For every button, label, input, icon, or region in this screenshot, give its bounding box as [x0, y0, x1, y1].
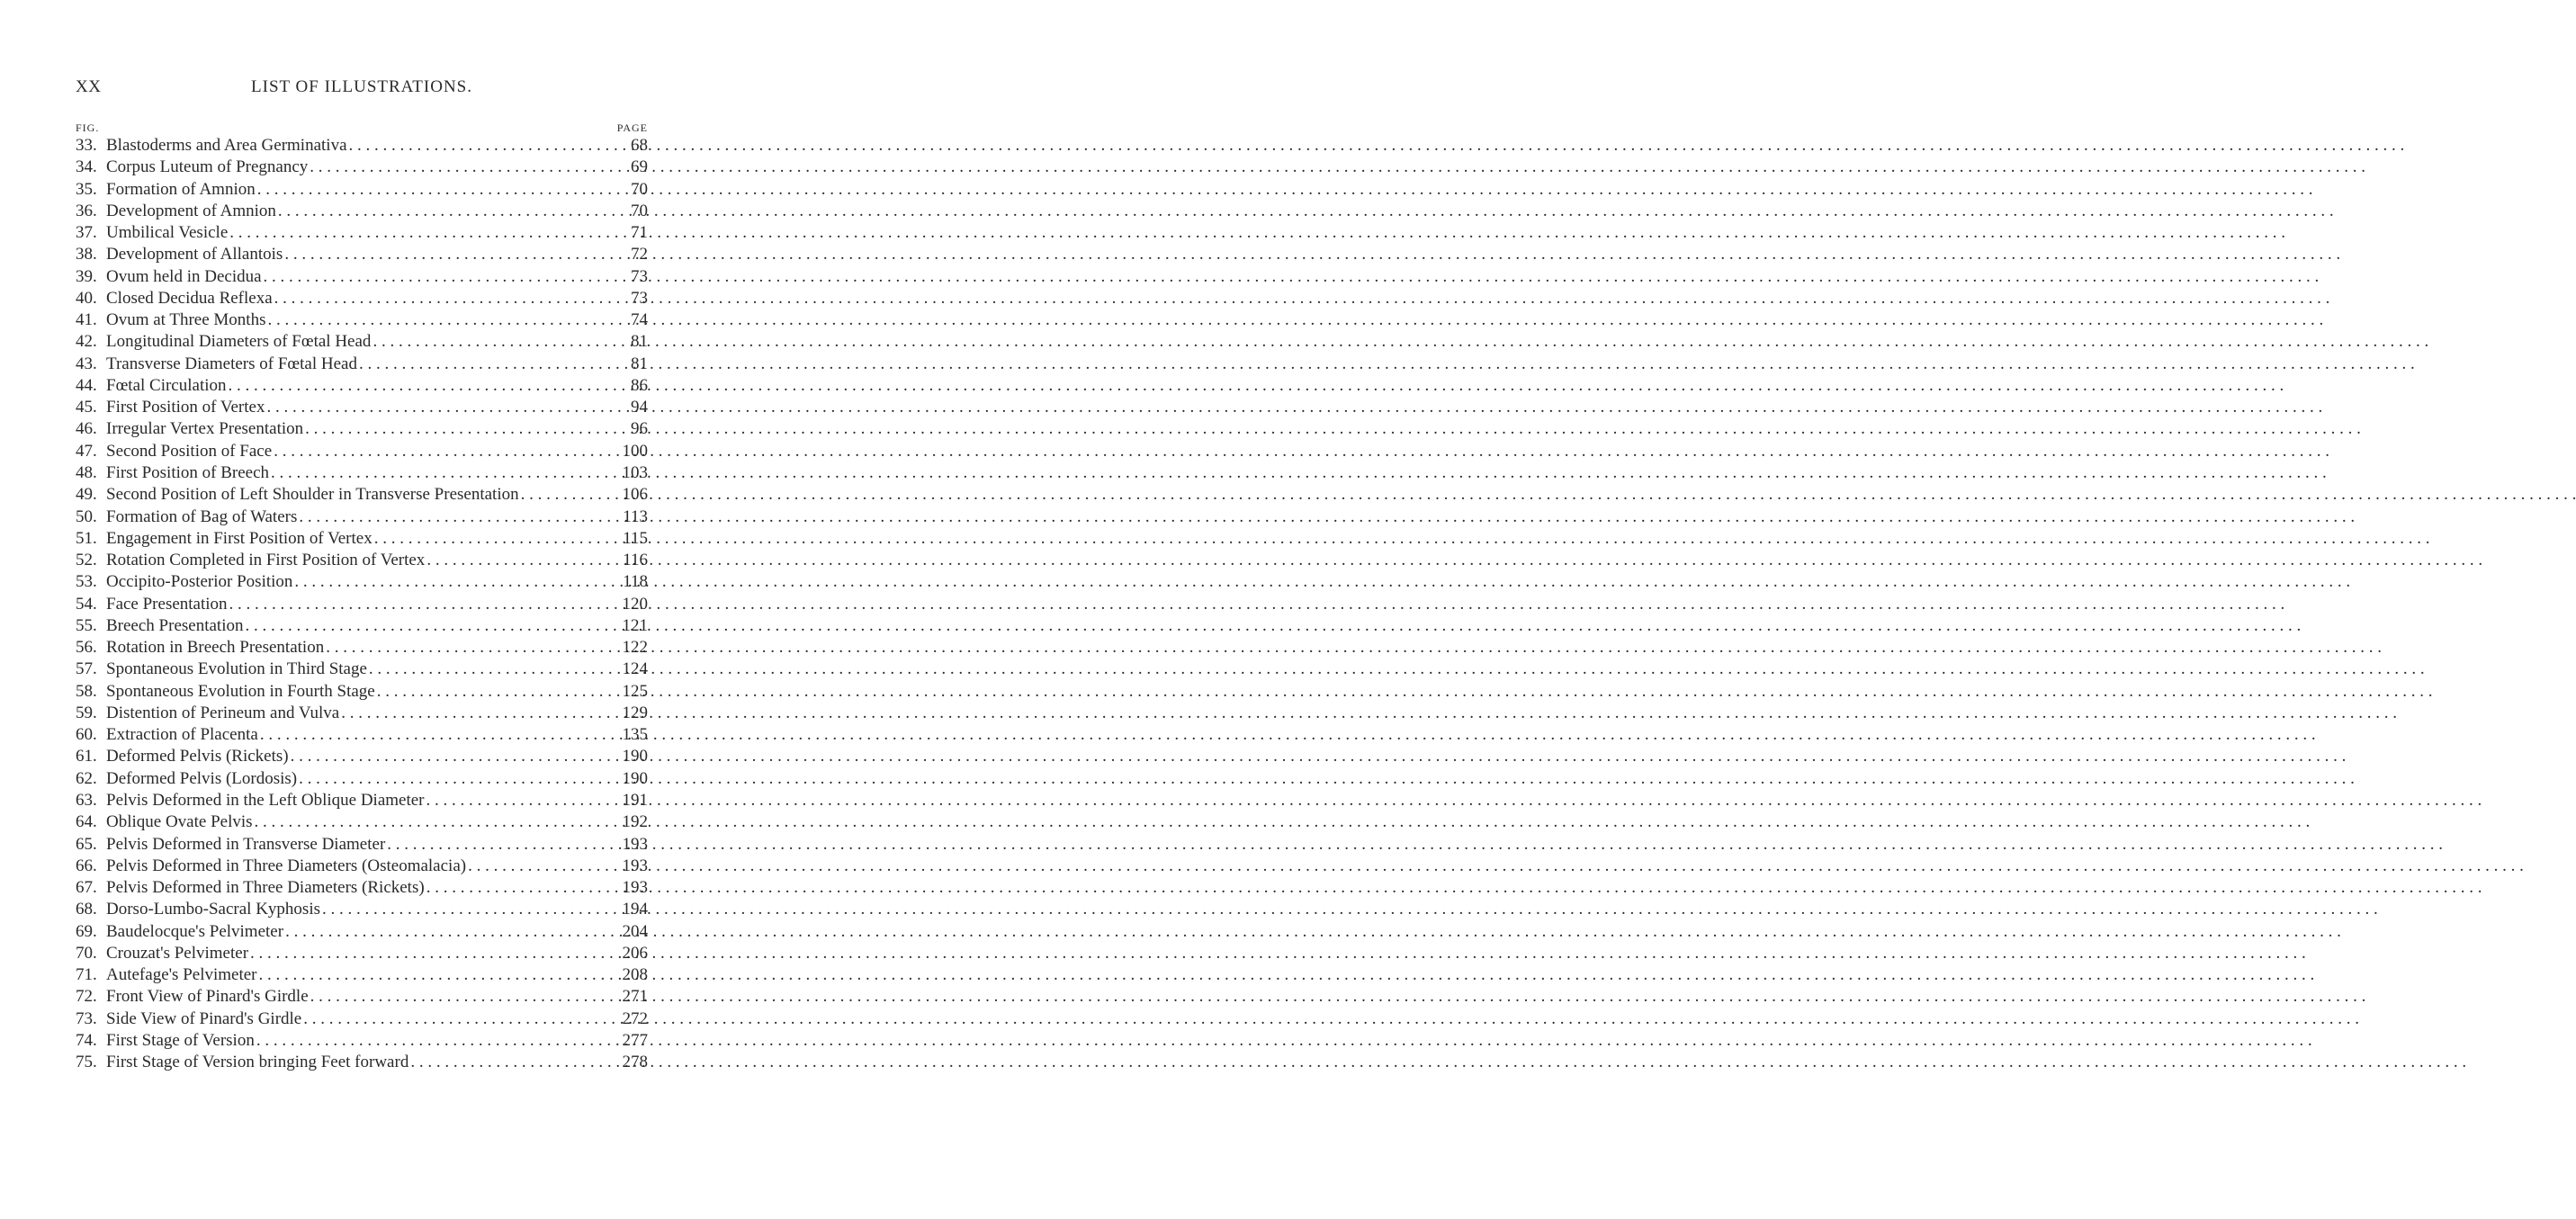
- page-reference: 278: [622, 1053, 648, 1072]
- list-item: [76, 375, 648, 397]
- figure-title: Rotation in Breech Presentation: [106, 638, 325, 658]
- figure-title: Dorso-Lumbo-Sacral Kyphosis: [106, 900, 320, 919]
- list-item: [76, 354, 648, 375]
- figure-title: Oblique Ovate Pelvis: [106, 812, 253, 832]
- dot-leader: [259, 964, 615, 986]
- dot-leader: [229, 594, 615, 615]
- illustration-list: [76, 135, 648, 1073]
- figure-number: 36.: [76, 201, 97, 220]
- figure-title: Umbilical Vesicle: [106, 223, 229, 243]
- figure-title: First Stage of Version: [106, 1030, 255, 1050]
- figure-title: Pelvis Deformed in Three Diameters (Osteomalacia): [106, 856, 467, 875]
- figure-title: Front View of Pinard's Girdle: [106, 987, 309, 1007]
- figure-number: 68.: [76, 900, 97, 919]
- figure-title: Formation of Amnion: [106, 179, 256, 199]
- figure-number: 67.: [76, 878, 97, 898]
- dot-leader: [410, 1052, 615, 1073]
- figure-number: 33.: [76, 136, 97, 155]
- list-item: [76, 768, 648, 790]
- figure-title: First Position of Vertex: [106, 398, 265, 417]
- figure-number: 50.: [76, 506, 97, 526]
- list-item: [76, 659, 648, 680]
- list-item: [76, 724, 648, 746]
- figure-number: 41.: [76, 310, 97, 330]
- list-item: [76, 615, 648, 637]
- list-item: [76, 637, 648, 659]
- list-item: [76, 418, 648, 440]
- list-item: [76, 571, 648, 593]
- figure-number: 64.: [76, 812, 97, 832]
- page-number: XX: [76, 77, 102, 96]
- figure-title: Development of Allantois: [106, 245, 283, 264]
- page-reference: 271: [622, 987, 648, 1007]
- figure-title: Breech Presentation: [106, 615, 244, 635]
- figure-title: Formation of Bag of Waters: [106, 506, 298, 526]
- page-reference: 72: [631, 245, 648, 264]
- dot-leader: [322, 899, 615, 920]
- page-reference: 71: [631, 223, 648, 243]
- dot-leader: [387, 834, 615, 856]
- list-item: [76, 309, 648, 331]
- dot-leader: [372, 331, 615, 353]
- dot-leader: [264, 266, 615, 288]
- page-reference: 115: [623, 528, 648, 548]
- figure-title: Blastoderms and Area Germinativa: [106, 136, 347, 155]
- figure-number: 34.: [76, 157, 97, 177]
- figure-title: Ovum at Three Months: [106, 310, 266, 330]
- dot-leader: [299, 768, 615, 790]
- figure-title: Engagement in First Position of Vertex: [106, 528, 372, 548]
- dot-leader: [284, 244, 615, 265]
- page-reference: 206: [622, 943, 648, 963]
- figure-title: Fœtal Circulation: [106, 375, 227, 395]
- list-item: [76, 1030, 648, 1052]
- page-reference: 70: [631, 201, 648, 220]
- page-reference: 190: [622, 747, 648, 766]
- figure-number: 51.: [76, 528, 97, 548]
- figure-title: Face Presentation: [106, 594, 228, 614]
- page-reference: 100: [622, 441, 648, 461]
- list-item: [76, 441, 648, 462]
- page-reference: 194: [622, 900, 648, 919]
- dot-leader: [326, 637, 615, 659]
- page-reference: 190: [622, 768, 648, 788]
- page-reference: 118: [623, 572, 648, 592]
- figure-number: 56.: [76, 638, 97, 658]
- figure-title: Development of Amnion: [106, 201, 276, 220]
- figure-title: Rotation Completed in First Position of Vertex: [106, 551, 426, 570]
- list-item: [76, 135, 648, 157]
- figure-number: 60.: [76, 725, 97, 745]
- dot-leader: [426, 877, 615, 899]
- list-item: [76, 484, 648, 506]
- figure-title: Side View of Pinard's Girdle: [106, 1008, 302, 1028]
- figure-number: 40.: [76, 288, 97, 308]
- figure-title: Distention of Perineum and Vulva: [106, 703, 340, 722]
- list-item: [76, 986, 648, 1008]
- list-item: [76, 703, 648, 724]
- page-reference: 81: [631, 332, 648, 352]
- page-reference: 204: [622, 921, 648, 941]
- document-page: [0, 0, 721, 1219]
- figure-number: 71.: [76, 965, 97, 985]
- figure-number: 37.: [76, 223, 97, 243]
- dot-leader: [305, 418, 615, 440]
- figure-title: First Position of Breech: [106, 462, 270, 482]
- figure-number: 57.: [76, 659, 97, 679]
- figure-number: 48.: [76, 462, 97, 482]
- page-reference: 191: [622, 790, 648, 810]
- list-item: [76, 528, 648, 550]
- list-item: [76, 964, 648, 986]
- figure-number: 39.: [76, 266, 97, 286]
- page-reference: 129: [622, 703, 648, 722]
- dot-leader: [257, 179, 615, 201]
- list-item: [76, 899, 648, 920]
- figure-title: Irregular Vertex Presentation: [106, 419, 304, 439]
- list-item: [76, 244, 648, 265]
- figure-title: Corpus Luteum of Pregnancy: [106, 157, 309, 177]
- dot-leader: [229, 222, 615, 244]
- dot-leader: [245, 615, 615, 637]
- page-reference: 124: [622, 659, 648, 679]
- figure-title: Deformed Pelvis (Rickets): [106, 747, 289, 766]
- fig-column-header: FIG.: [76, 121, 100, 134]
- dot-leader: [521, 484, 615, 506]
- page-column-header: PAGE: [616, 121, 648, 134]
- figure-number: 61.: [76, 747, 97, 766]
- figure-number: 55.: [76, 615, 97, 635]
- page-reference: 193: [622, 856, 648, 875]
- page-reference: 74: [631, 310, 648, 330]
- list-item: [76, 1008, 648, 1030]
- list-item: [76, 594, 648, 615]
- figure-title: Baudelocque's Pelvimeter: [106, 921, 284, 941]
- list-item: [76, 506, 648, 528]
- dot-leader: [260, 724, 615, 746]
- figure-title: Spontaneous Evolution in Third Stage: [106, 659, 367, 679]
- list-item: [76, 943, 648, 964]
- page-reference: 69: [631, 157, 648, 177]
- page-reference: 135: [622, 725, 648, 745]
- list-item: [76, 790, 648, 811]
- page-reference: 68: [631, 136, 648, 155]
- dot-leader: [310, 986, 615, 1008]
- page-reference: 121: [622, 615, 648, 635]
- figure-number: 74.: [76, 1030, 97, 1050]
- dot-leader: [468, 856, 615, 877]
- list-item: [76, 877, 648, 899]
- dot-leader: [274, 288, 615, 309]
- figure-number: 43.: [76, 354, 97, 373]
- list-item: [76, 834, 648, 856]
- list-item: [76, 157, 648, 178]
- page-reference: 192: [622, 812, 648, 832]
- list-item: [76, 331, 648, 353]
- figure-number: 54.: [76, 594, 97, 614]
- list-item: [76, 462, 648, 484]
- list-item: [76, 550, 648, 571]
- figure-number: 58.: [76, 681, 97, 701]
- page-title: LIST OF ILLUSTRATIONS.: [251, 77, 472, 96]
- list-item: [76, 288, 648, 309]
- figure-title: Closed Decidua Reflexa: [106, 288, 273, 308]
- page-reference: 277: [622, 1030, 648, 1050]
- dot-leader: [291, 746, 615, 767]
- figure-title: Extraction of Placenta: [106, 725, 258, 745]
- figure-number: 72.: [76, 987, 97, 1007]
- page-reference: 103: [622, 462, 648, 482]
- dot-leader: [256, 1030, 615, 1052]
- figure-number: 65.: [76, 834, 97, 854]
- figure-number: 53.: [76, 572, 97, 592]
- running-head: [76, 77, 648, 99]
- dot-leader: [377, 681, 615, 703]
- dot-leader: [303, 1008, 615, 1030]
- dot-leader: [285, 921, 615, 943]
- dot-leader: [349, 135, 615, 157]
- figure-title: First Stage of Version bringing Feet forward: [106, 1053, 409, 1072]
- figure-number: 38.: [76, 245, 97, 264]
- page-reference: 113: [623, 506, 648, 526]
- list-item: [76, 811, 648, 833]
- figure-number: 75.: [76, 1053, 97, 1072]
- page-reference: 106: [622, 485, 648, 505]
- figure-number: 70.: [76, 943, 97, 963]
- figure-number: 66.: [76, 856, 97, 875]
- figure-number: 73.: [76, 1008, 97, 1028]
- dot-leader: [299, 506, 615, 528]
- page-reference: 73: [631, 288, 648, 308]
- page-reference: 81: [631, 354, 648, 373]
- page-reference: 96: [631, 419, 648, 439]
- page-reference: 193: [622, 834, 648, 854]
- dot-leader: [359, 354, 615, 375]
- figure-number: 44.: [76, 375, 97, 395]
- list-item: [76, 201, 648, 222]
- list-item: [76, 179, 648, 201]
- dot-leader: [426, 790, 615, 811]
- page-reference: 122: [622, 638, 648, 658]
- list-item: [76, 222, 648, 244]
- dot-leader: [268, 309, 616, 331]
- page-reference: 272: [622, 1008, 648, 1028]
- list-item: [76, 746, 648, 767]
- dot-leader: [374, 528, 615, 550]
- figure-title: Pelvis Deformed in Three Diameters (Rickets): [106, 878, 425, 898]
- figure-title: Deformed Pelvis (Lordosis): [106, 768, 298, 788]
- figure-title: Second Position of Face: [106, 441, 273, 461]
- figure-number: 35.: [76, 179, 97, 199]
- figure-title: Occipito-Posterior Position: [106, 572, 293, 592]
- dot-leader: [294, 571, 615, 593]
- page-reference: 125: [622, 681, 648, 701]
- page-reference: 70: [631, 179, 648, 199]
- figure-number: 46.: [76, 419, 97, 439]
- figure-title: Pelvis Deformed in the Left Oblique Diameter: [106, 790, 425, 810]
- page-reference: 120: [622, 594, 648, 614]
- figure-title: Autefage's Pelvimeter: [106, 965, 257, 985]
- figure-number: 45.: [76, 398, 97, 417]
- dot-leader: [250, 943, 615, 964]
- list-item: [76, 1052, 648, 1073]
- dot-leader: [271, 462, 615, 484]
- figure-number: 47.: [76, 441, 97, 461]
- dot-leader: [229, 375, 615, 397]
- list-item: [76, 681, 648, 703]
- figure-title: Spontaneous Evolution in Fourth Stage: [106, 681, 375, 701]
- figure-number: 52.: [76, 551, 97, 570]
- page-reference: 86: [631, 375, 648, 395]
- dot-leader: [369, 659, 615, 680]
- list-item: [76, 921, 648, 943]
- dot-leader: [266, 397, 615, 418]
- figure-title: Transverse Diameters of Fœtal Head: [106, 354, 357, 373]
- page-reference: 193: [622, 878, 648, 898]
- list-item: [76, 266, 648, 288]
- figure-title: Second Position of Left Shoulder in Transverse Presentation: [106, 485, 519, 505]
- figure-title: Pelvis Deformed in Transverse Diameter: [106, 834, 386, 854]
- figure-title: Crouzat's Pelvimeter: [106, 943, 249, 963]
- dot-leader: [274, 441, 615, 462]
- dot-leader: [255, 811, 615, 833]
- figure-number: 59.: [76, 703, 97, 722]
- page-reference: 208: [622, 965, 648, 985]
- list-item: [76, 856, 648, 877]
- figure-number: 62.: [76, 768, 97, 788]
- figure-title: Ovum held in Decidua: [106, 266, 262, 286]
- list-item: [76, 397, 648, 418]
- dot-leader: [426, 550, 615, 571]
- page-reference: 73: [631, 266, 648, 286]
- figure-number: 63.: [76, 790, 97, 810]
- figure-number: 69.: [76, 921, 97, 941]
- dot-leader: [310, 157, 615, 178]
- dot-leader: [278, 201, 615, 222]
- figure-number: 49.: [76, 485, 97, 505]
- dot-leader: [341, 703, 615, 724]
- figure-number: 42.: [76, 332, 97, 352]
- figure-title: Longitudinal Diameters of Fœtal Head: [106, 332, 372, 352]
- page-reference: 116: [623, 551, 648, 570]
- page-reference: 94: [631, 398, 648, 417]
